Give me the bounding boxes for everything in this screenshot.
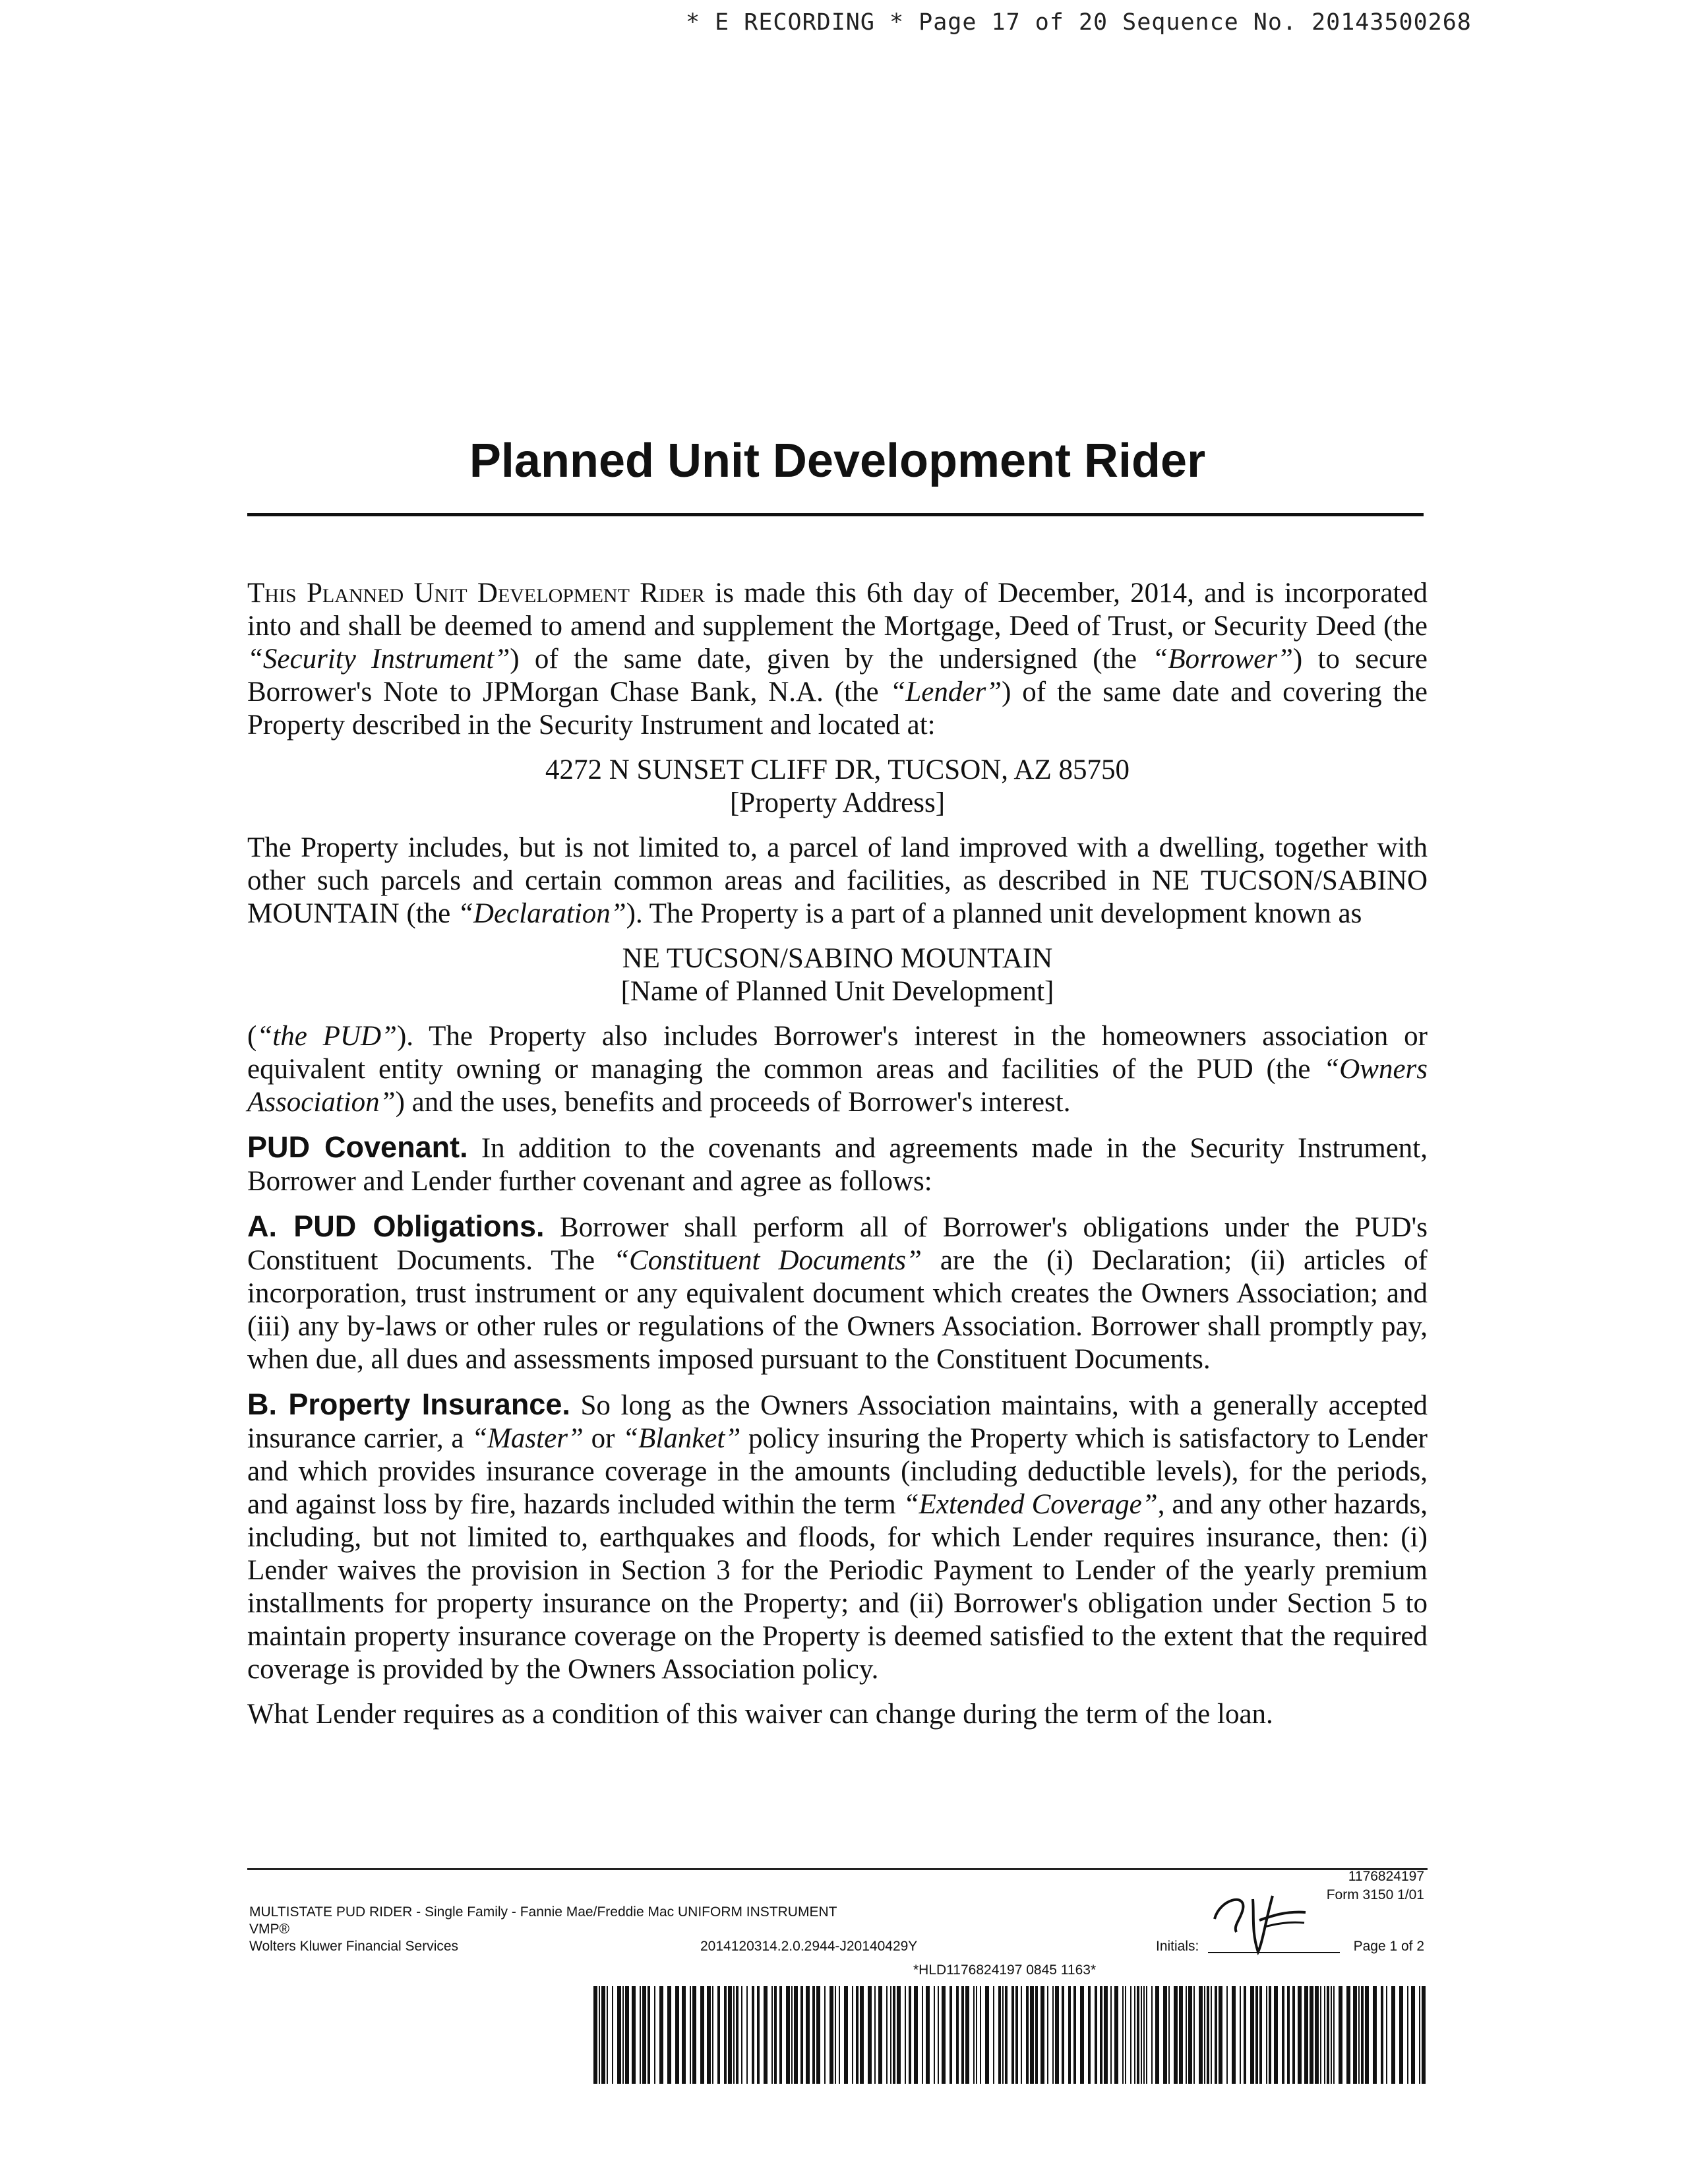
barcode-bar [942, 1986, 946, 2084]
footer-vmp: VMP® [249, 1922, 289, 1937]
barcode-bar [791, 1986, 793, 2084]
barcode-bar [607, 1986, 608, 2084]
barcode-bar [757, 1986, 760, 2084]
barcode-bar [1193, 1986, 1195, 2084]
barcode-bar [728, 1986, 732, 2084]
term-security-instrument: “Security Instrument” [247, 644, 510, 675]
barcode-bar [1151, 1986, 1153, 2084]
barcode-bar [1005, 1986, 1008, 2084]
barcode-bar [1365, 1986, 1369, 2084]
barcode-bar [1134, 1986, 1135, 2084]
barcode-bar [806, 1986, 810, 2084]
barcode-bar [1137, 1986, 1139, 2084]
barcode-bar [1232, 1986, 1236, 2084]
term-owners-association: “Owners Association” [247, 1054, 1428, 1118]
barcode-bar [640, 1986, 641, 2084]
barcode [593, 1986, 1426, 2084]
barcode-bar [1047, 1986, 1048, 2084]
barcode-bar [1080, 1986, 1084, 2084]
pud-name-block [247, 942, 1428, 1008]
rider-name: This Planned Unit Development Rider [247, 578, 705, 609]
barcode-bar [976, 1986, 977, 2084]
barcode-bar [1068, 1986, 1071, 2084]
barcode-bar [829, 1986, 833, 2084]
barcode-bar [950, 1986, 952, 2084]
footer-form-title: MULTISTATE PUD RIDER - Single Family - Fannie Mae/Freddie Mac UNIFORM INSTRUMENT [249, 1904, 837, 1920]
barcode-bar [690, 1986, 691, 2084]
barcode-bar [1110, 1986, 1112, 2084]
barcode-bar [1320, 1986, 1321, 2084]
barcode-bar [1055, 1986, 1059, 2084]
barcode-bar [1104, 1986, 1108, 2084]
barcode-bar [1327, 1986, 1329, 2084]
pud-name-label: [Name of Planned Unit Development] [620, 976, 1054, 1007]
form-number: Form 3150 1/01 [1326, 1887, 1424, 1902]
barcode-bar [1215, 1986, 1217, 2084]
barcode-bar [1011, 1986, 1014, 2084]
initials-label: Initials: [1156, 1939, 1199, 1954]
barcode-bar [617, 1986, 621, 2084]
barcode-bar [1062, 1986, 1064, 2084]
barcode-bar [1168, 1986, 1170, 2084]
section-a-heading: A. PUD Obligations. [247, 1209, 545, 1243]
barcode-bar [667, 1986, 671, 2084]
barcode-bar [682, 1986, 686, 2084]
barcode-bar [1088, 1986, 1091, 2084]
barcode-bar [1021, 1986, 1022, 2084]
barcode-bar [786, 1986, 790, 2084]
barcode-bar [1331, 1986, 1332, 2084]
barcode-bar [812, 1986, 815, 2084]
barcode-bar [599, 1986, 600, 2084]
barcode-bar [1146, 1986, 1147, 2084]
barcode-bar [659, 1986, 663, 2084]
page-number: Page 1 of 2 [1353, 1939, 1424, 1954]
barcode-bar [1361, 1986, 1364, 2084]
barcode-bar [1255, 1986, 1258, 2084]
footer-divider [247, 1868, 1428, 1870]
barcode-bar [692, 1986, 696, 2084]
barcode-bar [1174, 1986, 1178, 2084]
barcode-bar [771, 1986, 773, 2084]
barcode-bar [1122, 1986, 1124, 2084]
barcode-bar [752, 1986, 754, 2084]
barcode-bar [794, 1986, 798, 2084]
barcode-bar [1040, 1986, 1044, 2084]
barcode-bar [1226, 1986, 1228, 2084]
barcode-bar [1207, 1986, 1209, 2084]
property-address: 4272 N SUNSET CLIFF DR, TUCSON, AZ 85750 [545, 754, 1130, 785]
barcode-bar [1259, 1986, 1262, 2084]
barcode-bar [1339, 1986, 1342, 2084]
barcode-bar [1315, 1986, 1319, 2084]
barcode-bar [1095, 1986, 1097, 2084]
barcode-bar [897, 1986, 901, 2084]
barcode-bar [774, 1986, 777, 2084]
barcode-bar [1324, 1986, 1325, 2084]
term-master: “Master” [471, 1423, 584, 1454]
barcode-bar [1298, 1986, 1302, 2084]
barcode-bar [1266, 1986, 1267, 2084]
barcode-bar [1204, 1986, 1205, 2084]
barcode-bar [593, 1986, 597, 2084]
section-b-paragraph: B. Property Insurance. So long as the Owners Association maintains, with a generally accepted insurance carrier, a “Master” or “Blanket” policy insuring the Property which is satisfactory to Lender and which provides insurance coverage in the amounts (including deductible levels), for the periods, and against loss by fire, hazards included within the term “Extended Coverage”, and any other hazards, including, but not limited to, earthquakes and floods, for which Lender requires insurance, then: (i) Lender waives the provision in Section 3 for the Periodic Payment to Lender of the yearly premium installments for property insurance on the Property; and (ii) Borrower's obligation under Section 5 to maintain property insurance coverage on the Property is deemed satisfied to the extent that the required coverage is provided by the Owners Association policy. [247, 1387, 1428, 1685]
term-borrower: “Borrower” [1152, 644, 1293, 675]
barcode-bar [632, 1986, 636, 2084]
pud-name: NE TUCSON/SABINO MOUNTAIN [622, 943, 1053, 974]
barcode-bar [612, 1986, 613, 2084]
barcode-bar [1287, 1986, 1290, 2084]
barcode-bar [926, 1986, 930, 2084]
footer-doc-code: 2014120314.2.0.2944-J20140429Y [700, 1939, 918, 1954]
term-extended-coverage: “Extended Coverage” [903, 1489, 1158, 1520]
barcode-bar [973, 1986, 975, 2084]
barcode-bar [1114, 1986, 1118, 2084]
barcode-bar [922, 1986, 923, 2084]
barcode-bar [886, 1986, 888, 2084]
barcode-bar [816, 1986, 820, 2084]
term-constituent-documents: “Constituent Documents” [613, 1245, 922, 1276]
intro-paragraph: This Planned Unit Development Rider is made this 6th day of December, 2014, and is incorporated into and shall be deemed to amend and supplement the Mortgage, Deed of Trust, or Security Deed (the “Security Instrument”) of the same date, given by the undersigned (the “Borrower”) to secure Borrower's Note to JPMorgan Chase Bank, N.A. (the “Lender”) of the same date and covering the Property described in the Security Instrument and located at: [247, 578, 1428, 741]
barcode-bar [1211, 1986, 1212, 2084]
term-the-pud: “the PUD” [256, 1021, 397, 1052]
barcode-bar [985, 1986, 989, 2084]
barcode-bar [746, 1986, 748, 2084]
barcode-bar [1125, 1986, 1126, 2084]
barcode-bar [1179, 1986, 1183, 2084]
page-title: Planned Unit Development Rider [469, 435, 1206, 487]
barcode-bar [724, 1986, 727, 2084]
barcode-bar [860, 1986, 864, 2084]
barcode-bar [1130, 1986, 1131, 2084]
barcode-bar [1073, 1986, 1076, 2084]
barcode-bar [1274, 1986, 1278, 2084]
barcode-bar [993, 1986, 994, 2084]
barcode-bar [868, 1986, 872, 2084]
barcode-bar [965, 1986, 969, 2084]
barcode-bar [961, 1986, 964, 2084]
barcode-bar [1141, 1986, 1142, 2084]
barcode-bar [1030, 1986, 1034, 2084]
barcode-bar [1333, 1986, 1335, 2084]
barcode-bar [717, 1986, 720, 2084]
title-divider [247, 513, 1424, 516]
property-includes-paragraph: The Property includes, but is not limited to, a parcel of land improved with a dwelling, together with other such parcels and certain common areas and facilities, as described in NE TUCSON/SABINO MOUNTAIN (the “Declaration”). The Property is a part of a planned unit development known as [247, 832, 1428, 929]
barcode-bar [707, 1986, 711, 2084]
barcode-bar [1002, 1986, 1004, 2084]
barcode-bar [779, 1986, 782, 2084]
barcode-bar [736, 1986, 738, 2084]
term-lender: “Lender” [889, 677, 1002, 708]
barcode-bar [824, 1986, 826, 2084]
barcode-bar [934, 1986, 935, 2084]
document-body [247, 577, 1428, 1743]
barcode-bar [856, 1986, 859, 2084]
barcode-bar [800, 1986, 803, 2084]
barcode-bar [1035, 1986, 1038, 2084]
barcode-bar [712, 1986, 713, 2084]
barcode-bar [1358, 1986, 1360, 2084]
barcode-bar [1282, 1986, 1284, 2084]
barcode-bar [1015, 1986, 1018, 2084]
barcode-bar [741, 1986, 742, 2084]
barcode-bar [1373, 1986, 1377, 2084]
barcode-bar [1381, 1986, 1383, 2084]
barcode-bar [1163, 1986, 1167, 2084]
barcode-bar [1052, 1986, 1054, 2084]
barcode-bar [642, 1986, 646, 2084]
barcode-bar [622, 1986, 624, 2084]
property-address-block [247, 754, 1428, 820]
barcode-bar [980, 1986, 981, 2084]
barcode-bar [654, 1986, 655, 2084]
barcode-bar [1353, 1986, 1357, 2084]
barcode-bar [601, 1986, 605, 2084]
barcode-bar [1269, 1986, 1271, 2084]
pud-paragraph: (“the PUD”). The Property also includes Borrower's interest in the homeowners association or equivalent entity owning or managing the common areas and facilities of the PUD (the “Owners Association”) and the uses, benefits and proceeds of Borrower's interest. [247, 1021, 1428, 1118]
barcode-bar [625, 1986, 629, 2084]
barcode-bar [905, 1986, 906, 2084]
loan-number: 1176824197 [1348, 1869, 1424, 1884]
barcode-bar [764, 1986, 768, 2084]
barcode-bar [844, 1986, 848, 2084]
barcode-bar [1026, 1986, 1029, 2084]
barcode-bar [874, 1986, 876, 2084]
footer-publisher: Wolters Kluwer Financial Services [249, 1939, 459, 1954]
barcode-caption: *HLD1176824197 0845 1163* [913, 1962, 1097, 1978]
barcode-bar [909, 1986, 911, 2084]
barcode-bar [852, 1986, 853, 2084]
property-address-label: [Property Address] [729, 787, 946, 818]
barcode-bar [1310, 1986, 1313, 2084]
section-a-paragraph: A. PUD Obligations. Borrower shall perform all of Borrower's obligations under the PUD's Constituent Documents. The “Constituent Documents” are the (i) Declaration; (ii) articles of incorporation, trust instrument or any equivalent document which creates the Owners Association; and (iii) any by-laws or other rules or regulations of the Owners Association. Borrower shall promptly pay, when due, all dues and assessments imposed pursuant to the Constituent Documents. [247, 1209, 1428, 1375]
term-declaration: “Declaration” [458, 898, 626, 929]
barcode-bar [1244, 1986, 1246, 2084]
covenant-paragraph: PUD Covenant. In addition to the covenants and agreements made in the Security Instrument, Borrower and Lender further covenant and agree as follows: [247, 1130, 1428, 1197]
barcode-bar [1391, 1986, 1395, 2084]
barcode-bar [1419, 1986, 1420, 2084]
barcode-bar [1143, 1986, 1145, 2084]
barcode-bar [914, 1986, 918, 2084]
recording-header: * E RECORDING * Page 17 of 20 Sequence No. 20143500268 [686, 9, 1472, 36]
barcode-bar [1155, 1986, 1159, 2084]
term-blanket: “Blanket” [622, 1423, 741, 1454]
barcode-bar [878, 1986, 882, 2084]
barcode-bar [1346, 1986, 1350, 2084]
barcode-bar [1407, 1986, 1408, 2084]
barcode-bar [1250, 1986, 1254, 2084]
barcode-bar [893, 1986, 895, 2084]
barcode-bar [890, 1986, 891, 2084]
barcode-bar [1186, 1986, 1187, 2084]
barcode-bar [1411, 1986, 1415, 2084]
barcode-bar [1422, 1986, 1426, 2084]
barcode-bar [998, 1986, 1001, 2084]
waiver-paragraph: What Lender requires as a condition of this waiver can change during the term of the loan. [247, 1699, 1273, 1730]
barcode-bar [1240, 1986, 1241, 2084]
barcode-bar [1188, 1986, 1192, 2084]
barcode-bar [1219, 1986, 1222, 2084]
barcode-bar [700, 1986, 704, 2084]
covenant-heading: PUD Covenant. [247, 1130, 468, 1164]
barcode-bar [733, 1986, 735, 2084]
barcode-bar [1399, 1986, 1403, 2084]
barcode-bar [1304, 1986, 1308, 2084]
barcode-bar [839, 1986, 840, 2084]
barcode-bar [1386, 1986, 1387, 2084]
barcode-bar [1100, 1986, 1102, 2084]
barcode-bar [675, 1986, 679, 2084]
barcode-bar [1292, 1986, 1295, 2084]
barcode-bar [938, 1986, 939, 2084]
barcode-bar [1199, 1986, 1203, 2084]
barcode-bar [835, 1986, 836, 2084]
barcode-bar [956, 1986, 959, 2084]
barcode-bar [648, 1986, 650, 2084]
section-b-heading: B. Property Insurance. [247, 1387, 570, 1421]
